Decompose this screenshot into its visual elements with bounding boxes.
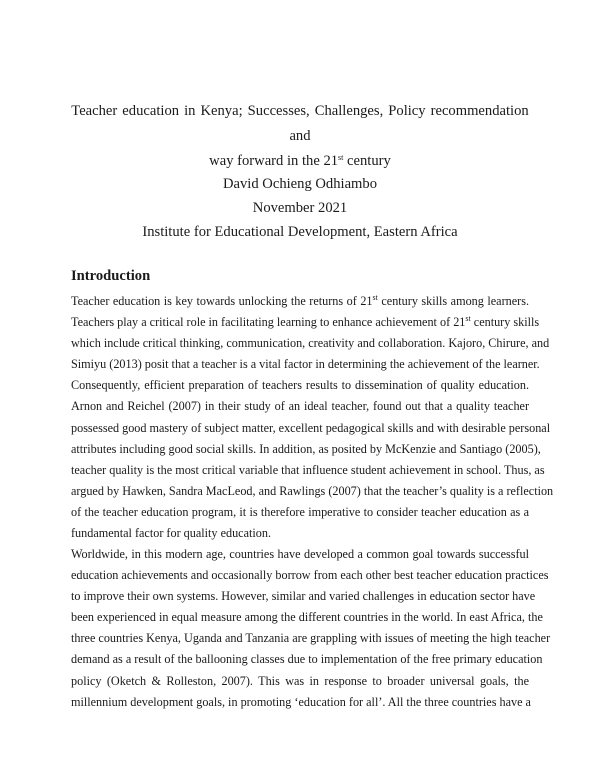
paragraph-2 (71, 544, 551, 713)
institution: Institute for Educational Development, Eastern Africa (142, 224, 458, 240)
paragraph-line: Simiyu (2013) posit that a teacher is a vital factor in determining the achievement of the learner. (71, 357, 540, 372)
paragraph-line: of the teacher education program, it is therefore imperative to consider teacher education as a (71, 504, 529, 519)
paragraph-line: demand as a result of the ballooning classes due to implementation of the free primary education (71, 652, 543, 667)
paragraph-line: Teachers play a critical role in facilitating learning to enhance achievement of 21st century skills (71, 314, 540, 330)
title-line-2-text: way forward in the 21 (209, 153, 339, 169)
paragraph-1 (71, 291, 554, 544)
paragraph-line: education achievements and occasionally borrow from each other best teacher education practices (71, 568, 549, 583)
section-heading: Introduction (71, 268, 151, 284)
paragraph-line: policy (Oketch & Rolleston, 2007). This was in response to broader universal goals, the (71, 673, 529, 688)
document-title (60, 99, 540, 174)
paragraph-line: three countries Kenya, Uganda and Tanzania are grappling with issues of meeting the high teacher (71, 631, 551, 646)
paragraph-line: Arnon and Reichel (2007) in their study of an ideal teacher, found out that a quality teacher (71, 399, 529, 414)
title-line-2 (60, 149, 540, 174)
author-name: David Ochieng Odhiambo (222, 176, 377, 192)
title-line-2-tail: century (343, 153, 391, 169)
superscript: st (338, 153, 344, 162)
paragraph-line: to improve their own systems. However, similar and varied challenges in education sector have (71, 589, 536, 604)
paragraph-line: which include critical thinking, communication, creativity and collaboration. Kajoro, Chirure, and (71, 336, 550, 351)
paragraph-line: possessed good mastery of subject matter, excellent pedagogical skills and with desirable personal (71, 420, 551, 435)
paragraph-line: Worldwide, in this modern age, countries have developed a common goal towards successful (71, 547, 529, 561)
title-line-1: Teacher education in Kenya; Successes, Challenges, Policy recommendation and (71, 103, 529, 144)
paragraph-line: argued by Hawken, Sandra MacLeod, and Rawlings (2007) that the teacher’s quality is a reflection (71, 483, 554, 498)
publication-date: November 2021 (252, 200, 348, 216)
paragraph-line: been experienced in equal measure among the different countries in the world. In east Africa, the (71, 610, 543, 625)
paragraph-line: Consequently, efficient preparation of teachers results to dissemination of quality education. (71, 378, 529, 393)
paragraph-line: Teacher education is key towards unlocking the returns of 21st century skills among learners. (71, 293, 529, 308)
paragraph-line: attributes including good social skills. In addition, as posited by McKenzie and Santiago (2005), (71, 441, 541, 456)
paragraph-line: fundamental factor for quality education. (71, 526, 271, 541)
paragraph-line: teacher quality is the most critical variable that influence student achievement in school. Thus, as (71, 462, 545, 477)
paragraph-line: millennium development goals, in promoting ‘education for all’. All the three countries have a (71, 694, 531, 709)
